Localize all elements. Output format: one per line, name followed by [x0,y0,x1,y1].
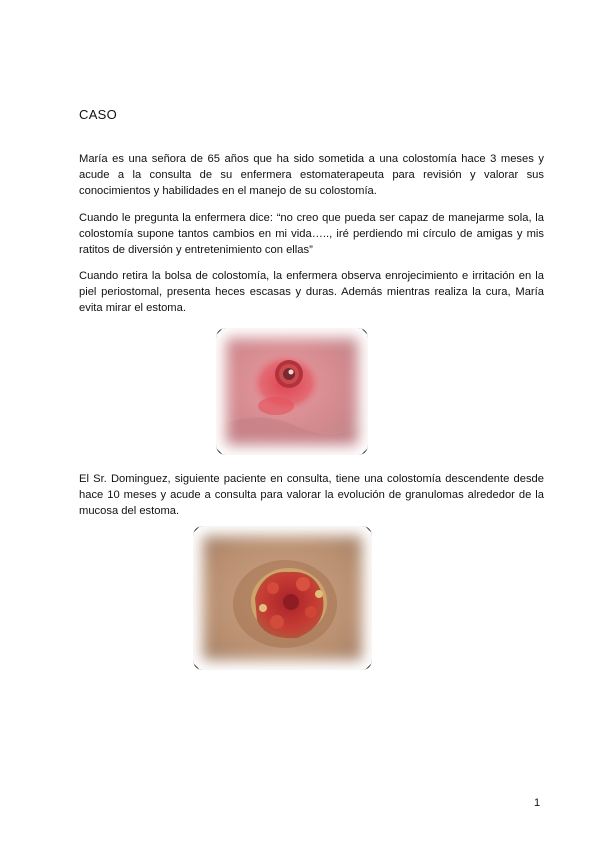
stoma-photo-granulomas [193,526,372,670]
paragraph-4: El Sr. Dominguez, siguiente paciente en consulta, tiene una colostomía descendente desde hace 10 meses y acude a consulta para valorar la evolución de granulomas alrededor de la mucosa del estoma. [79,473,544,518]
paragraph-3: Cuando retira la bolsa de colostomía, la enfermera observa enrojecimiento e irritación en la piel periostomal, presenta heces escasas y duras. Además mientras realiza la cura, María evita mirar el estoma. [79,270,544,315]
paragraph-2: Cuando le pregunta la enfermera dice: “no creo que pueda ser capaz de manejarme sola, la colostomía supone tantos cambios en mi vida….., iré perdiendo mi círculo de amigas y mis ratitos de diversión y entretenimiento con ellas” [79,212,544,257]
page-title: CASO [79,107,118,122]
stoma-photo-irritation [216,328,368,455]
page-number: 1 [534,797,541,809]
paragraph-1: María es una señora de 65 años que ha sido sometida a una colostomía hace 3 meses y acude a la consulta de su enfermera estomaterapeuta para revisión y valorar sus conocimientos y habilidades en el manejo de su colostomía. [79,153,544,198]
